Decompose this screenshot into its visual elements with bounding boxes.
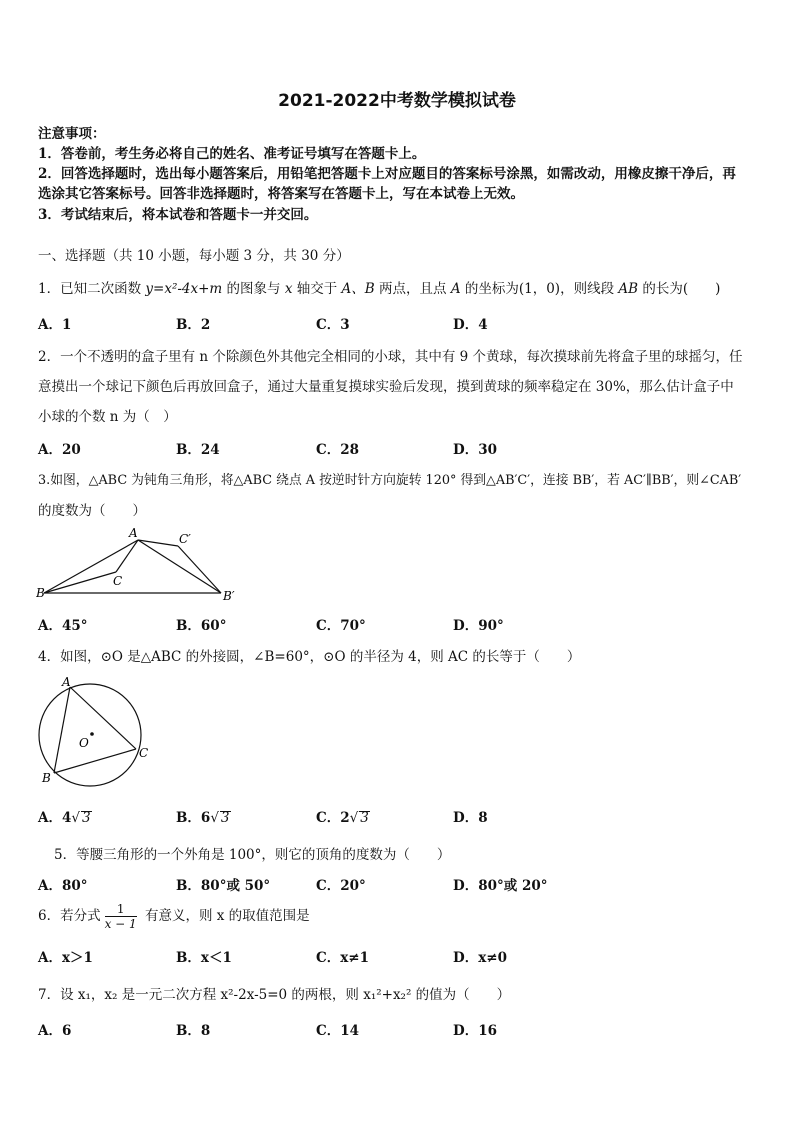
q3-option-a[interactable]: A．45° bbox=[38, 618, 88, 634]
q4-option-c[interactable]: C．2√ 3 bbox=[316, 810, 369, 826]
question-2-line-3: 小球的个数 n 为（ ） bbox=[38, 409, 177, 425]
q5-option-d[interactable]: D．80°或 20° bbox=[453, 878, 548, 894]
q4-circle-figure bbox=[32, 672, 154, 790]
q4-option-a-radicand: 3 bbox=[81, 810, 91, 826]
q6-text: 有意义，则 x 的取值范围是 bbox=[140, 908, 310, 924]
q3-label-c-prime: C′ bbox=[179, 532, 191, 546]
question-2-line-2: 意摸出一个球记下颜色后再放回盒子，通过大量重复摸球实验后发现，摸到黄球的频率稳定在 30%，那么估计盒子中 bbox=[38, 379, 734, 395]
q3-option-b[interactable]: B．60° bbox=[176, 618, 227, 634]
q6-option-b[interactable]: B．x＜1 bbox=[176, 950, 232, 966]
q1-option-c[interactable]: C．3 bbox=[316, 317, 350, 333]
section-heading: 一、选择题（共 10 小题，每小题 3 分，共 30 分） bbox=[38, 248, 350, 264]
q4-options bbox=[38, 806, 778, 826]
q4-option-c-text: C．2 bbox=[316, 810, 350, 826]
q4-option-c-radicand: 3 bbox=[360, 810, 369, 826]
q2-option-d[interactable]: D．30 bbox=[453, 442, 497, 458]
q3-segment-ba bbox=[44, 540, 138, 593]
q3-segment-ac-prime bbox=[138, 540, 178, 546]
q4-option-a[interactable]: A．4√ 3 bbox=[38, 810, 91, 826]
q1-text: 1．已知二次函数 bbox=[38, 281, 146, 297]
q7-option-c[interactable]: C．14 bbox=[316, 1023, 360, 1039]
q3-label-c: C bbox=[113, 574, 123, 588]
q4-label-c: C bbox=[139, 746, 149, 760]
q3-label-a: A bbox=[129, 526, 138, 540]
q3-segment-ca bbox=[116, 540, 138, 572]
q7-option-b[interactable]: B．8 bbox=[176, 1023, 211, 1039]
q4-option-a-text: A．4 bbox=[38, 810, 72, 826]
q5-options bbox=[38, 874, 778, 894]
q4-option-b-radicand: 3 bbox=[220, 810, 230, 826]
page-title: 2021-2022中考数学模拟试卷 bbox=[278, 91, 516, 111]
note-1: 1．答卷前，考生务必将自己的姓名、准考证号填写在答题卡上。 bbox=[38, 146, 426, 162]
q6-option-a[interactable]: A．x＞1 bbox=[38, 950, 93, 966]
q1-points: A、B bbox=[341, 281, 375, 297]
q1-text: 的长为( ) bbox=[638, 281, 721, 297]
q1-text: 的坐标为(1，0)，则线段 bbox=[460, 281, 619, 297]
q5-option-b[interactable]: B．80°或 50° bbox=[176, 878, 271, 894]
q3-label-b: B bbox=[36, 586, 45, 600]
q3-segment-bc bbox=[44, 572, 116, 593]
q3-option-d[interactable]: D．90° bbox=[453, 618, 504, 634]
note-2-line-2: 选涂其它答案标号。回答非选择题时，将答案写在答题卡上，写在本试卷上无效。 bbox=[38, 186, 524, 202]
q1-var: x bbox=[284, 281, 293, 297]
q2-options bbox=[38, 438, 778, 458]
question-1 bbox=[38, 277, 720, 297]
q1-point-a: A bbox=[450, 281, 461, 297]
question-5-line-1: 5．等腰三角形的一个外角是 100°，则它的顶角的度数为（ ） bbox=[54, 847, 451, 863]
q4-label-b: B bbox=[42, 771, 51, 785]
q1-function: y=x²-4x+m bbox=[145, 281, 223, 297]
q1-text: 两点，且点 bbox=[374, 281, 451, 297]
q7-options bbox=[38, 1019, 778, 1039]
q3-label-b-prime: B′ bbox=[223, 589, 235, 603]
q4-label-a: A bbox=[62, 675, 71, 689]
question-6 bbox=[38, 902, 310, 931]
q1-segment: AB bbox=[618, 281, 639, 297]
q6-options bbox=[38, 946, 778, 966]
q1-option-d[interactable]: D．4 bbox=[453, 317, 488, 333]
q4-center-dot bbox=[90, 732, 94, 736]
q4-option-d-text: D．8 bbox=[453, 810, 488, 826]
question-3-line-2: 的度数为（ ） bbox=[38, 503, 146, 519]
q1-options bbox=[38, 313, 778, 333]
q2-option-c[interactable]: C．28 bbox=[316, 442, 360, 458]
q3-rotation-figure bbox=[36, 526, 246, 606]
note-2-line-1: 2．回答选择题时，选出每小题答案后，用铅笔把答题卡上对应题目的答案标号涂黑，如需改动，用橡皮擦干净后，再 bbox=[38, 166, 736, 182]
notes-heading: 注意事项： bbox=[38, 126, 106, 142]
q2-option-b[interactable]: B．24 bbox=[176, 442, 220, 458]
question-4-line-1: 4．如图，⊙O 是△ABC 的外接圆，∠B=60°，⊙O 的半径为 4，则 AC 的长等于（ ） bbox=[38, 649, 581, 665]
q4-option-b-text: B．6 bbox=[176, 810, 211, 826]
q4-option-d[interactable] bbox=[453, 806, 488, 826]
q6-option-d[interactable]: D．x≠0 bbox=[453, 950, 507, 966]
question-2-line-1: 2．一个不透明的盒子里有 n 个除颜色外其他完全相同的小球，其中有 9 个黄球，每次摸球前先将盒子里的球摇匀，任 bbox=[38, 349, 743, 365]
question-3-line-1: 3.如图，△ABC 为钝角三角形，将△ABC 绕点 A 按逆时针方向旋转 120° 得到△AB′C′，连接 BB′，若 AC′∥BB′，则∠CAB′ bbox=[38, 473, 742, 488]
note-3: 3．考试结束后，将本试卷和答题卡一并交回。 bbox=[38, 207, 318, 223]
q5-option-a[interactable]: A．80° bbox=[38, 878, 88, 894]
q2-option-a[interactable]: A．20 bbox=[38, 442, 81, 458]
q4-label-o: O bbox=[79, 736, 89, 750]
q6-option-c[interactable]: C．x≠1 bbox=[316, 950, 369, 966]
q3-option-c[interactable]: C．70° bbox=[316, 618, 366, 634]
q1-text: 轴交于 bbox=[292, 281, 342, 297]
q3-options bbox=[38, 614, 778, 634]
q4-segment-ab bbox=[54, 687, 70, 773]
q4-segment-bc bbox=[54, 749, 136, 773]
q4-option-b[interactable]: B．6√ 3 bbox=[176, 810, 230, 826]
q6-denominator: x − 1 bbox=[104, 917, 137, 931]
q7-option-a[interactable]: A．6 bbox=[38, 1023, 72, 1039]
question-7-line-1: 7．设 x₁，x₂ 是一元二次方程 x²-2x-5=0 的两根，则 x₁²+x₂² 的值为（ ） bbox=[38, 987, 511, 1003]
q7-option-d[interactable]: D．16 bbox=[453, 1023, 497, 1039]
q1-text: 的图象与 bbox=[222, 281, 285, 297]
q6-text: 6．若分式 bbox=[38, 908, 101, 924]
q1-option-b[interactable]: B．2 bbox=[176, 317, 211, 333]
q6-fraction bbox=[105, 902, 137, 931]
q5-option-c[interactable]: C．20° bbox=[316, 878, 366, 894]
q6-numerator: 1 bbox=[105, 902, 137, 917]
q1-option-a[interactable]: A．1 bbox=[38, 317, 72, 333]
